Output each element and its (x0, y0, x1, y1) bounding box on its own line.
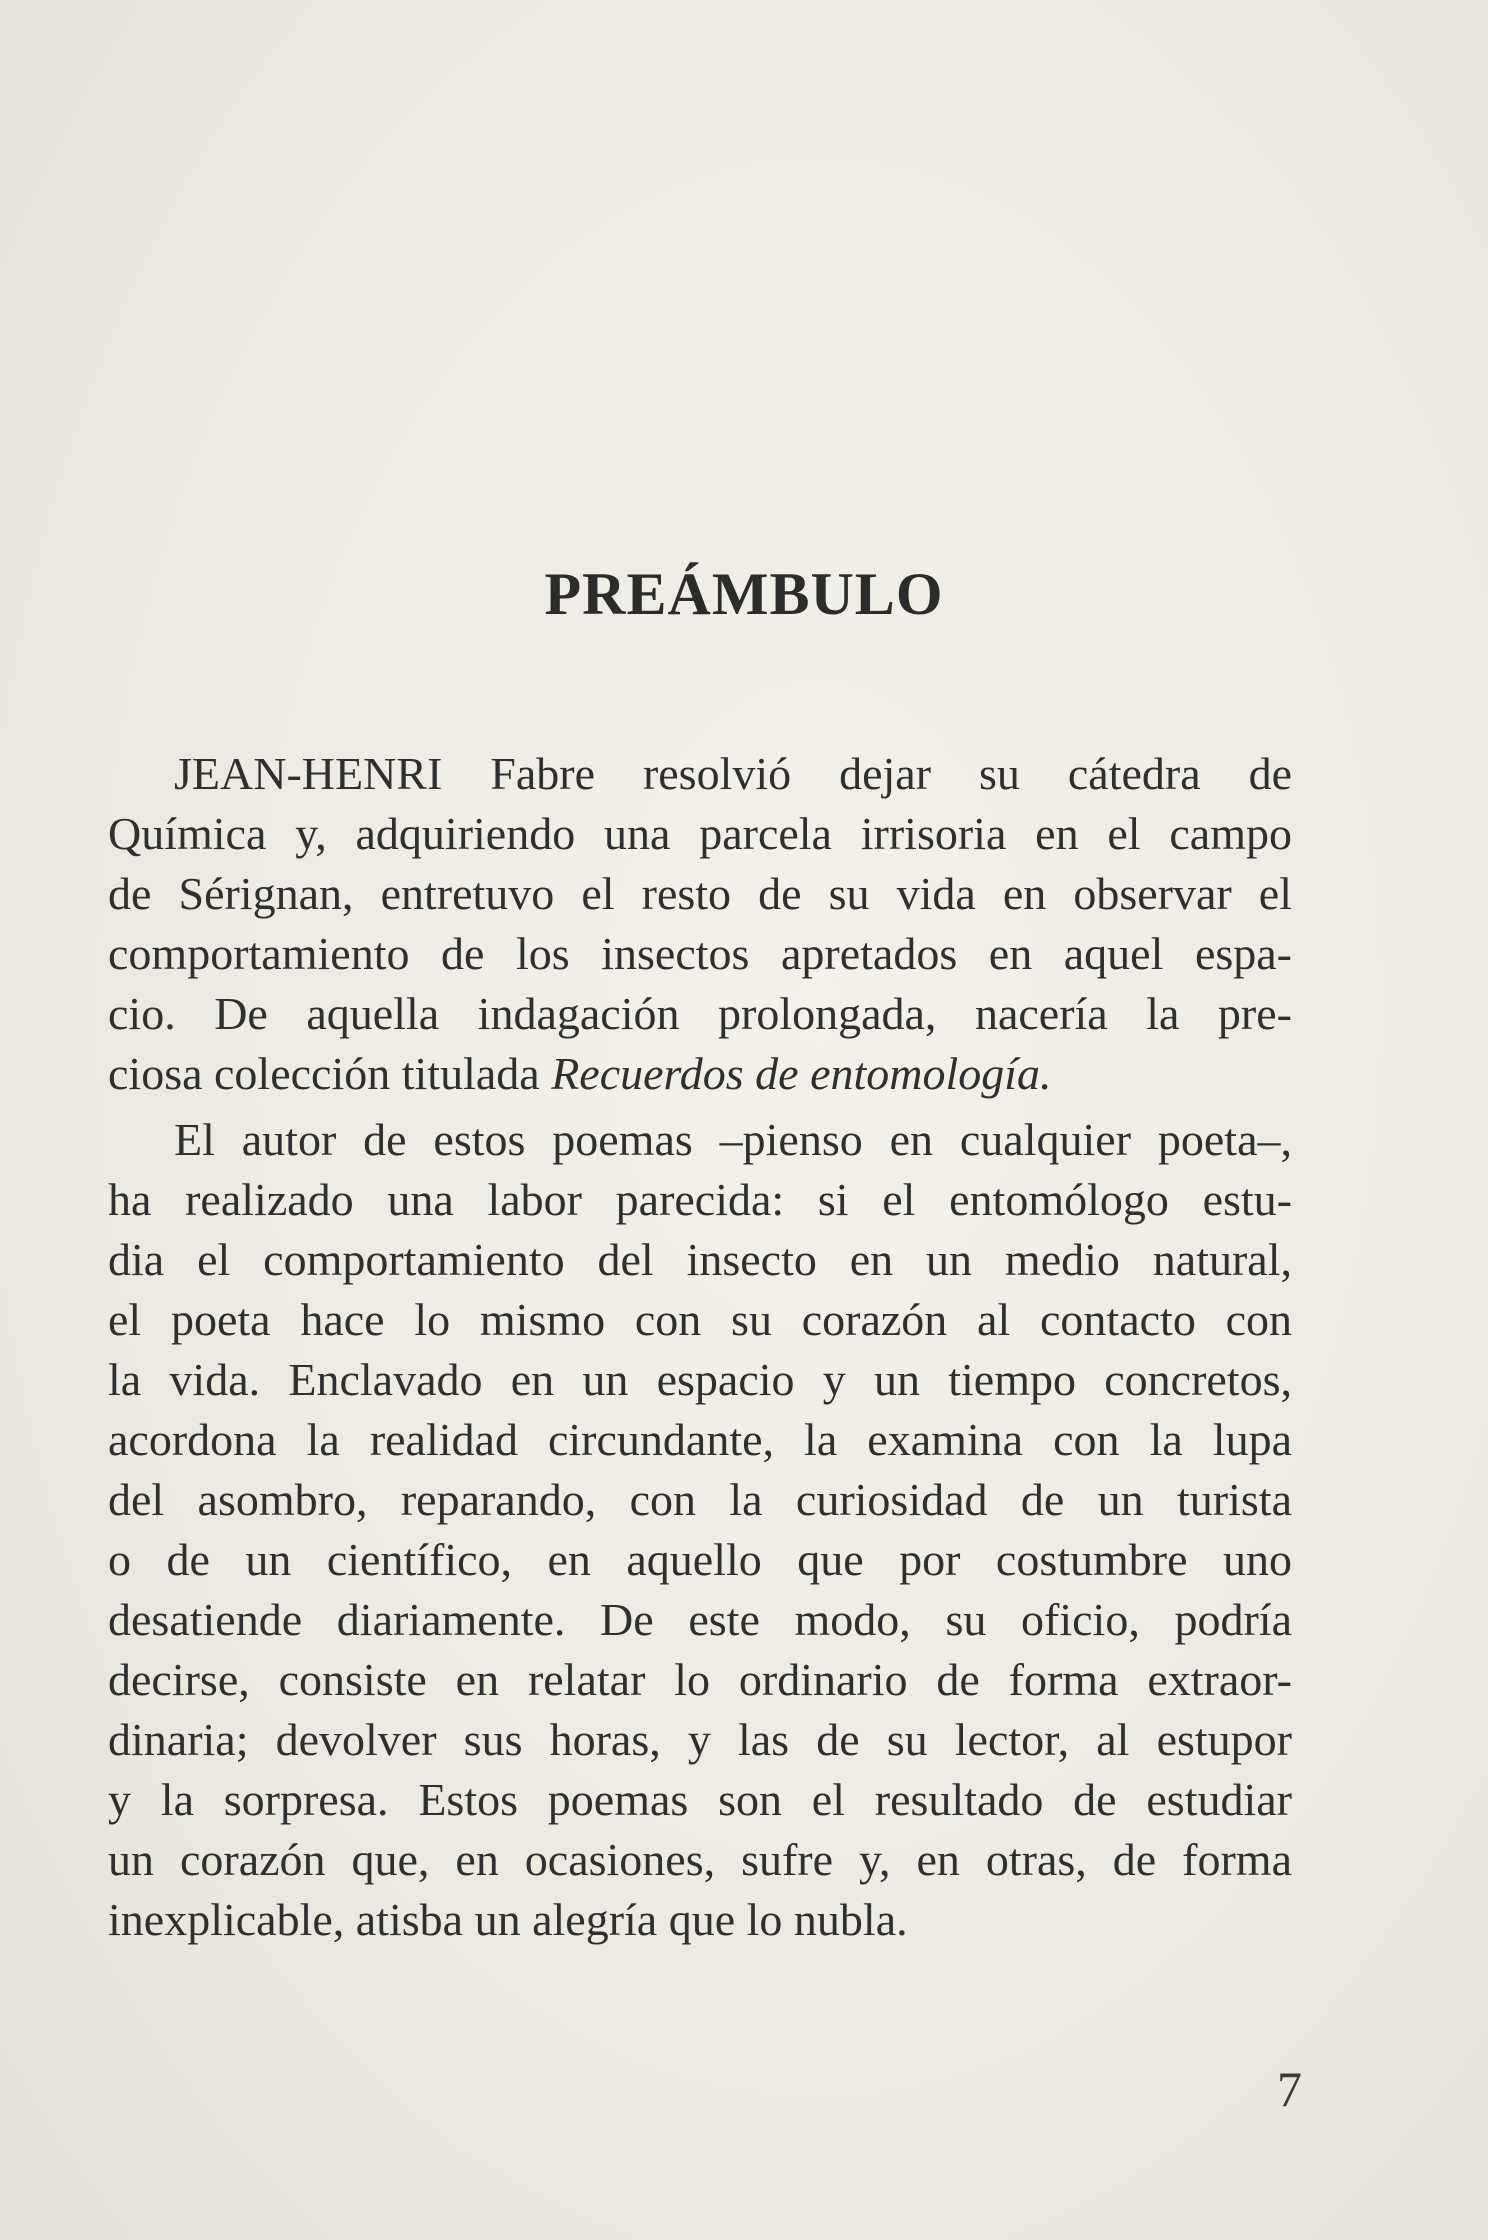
text-line: JEAN-HENRI Fabre resolvió dejar su cátedra de (174, 748, 1292, 799)
book-title-italic: Recuerdos de entomología. (551, 1048, 1052, 1099)
text-line: comportamiento de los insectos apretados en aquel espa- (108, 928, 1292, 979)
paragraph-1 (108, 744, 1292, 1104)
page-number: 7 (1277, 2061, 1302, 2117)
text-line: desatiende diariamente. De este modo, su oficio, podría (108, 1594, 1292, 1645)
text-line: del asombro, reparando, con la curiosidad de un turista (108, 1474, 1292, 1525)
text-line (108, 1044, 1292, 1104)
text-line: inexplicable, atisba un alegría que lo nubla. (108, 1894, 908, 1945)
text-line: ha realizado una labor parecida: si el entomólogo estu- (108, 1174, 1292, 1225)
text-line: el poeta hace lo mismo con su corazón al contacto con (108, 1294, 1292, 1345)
paragraph-2 (108, 1110, 1292, 1950)
text-run: ciosa colección titulada (108, 1048, 552, 1099)
text-line: la vida. Enclavado en un espacio y un tiempo concretos, (108, 1354, 1292, 1405)
text-line: de Sérignan, entretuvo el resto de su vida en observar el (108, 868, 1292, 919)
text-line: decirse, consiste en relatar lo ordinario de forma extraor- (108, 1654, 1292, 1705)
chapter-title: PREÁMBULO (544, 561, 944, 627)
text-line: y la sorpresa. Estos poemas son el resultado de estudiar (108, 1774, 1292, 1825)
text-line: dia el comportamiento del insecto en un medio natural, (108, 1234, 1292, 1285)
text-line: cio. De aquella indagación prolongada, nacería la pre- (108, 988, 1292, 1039)
text-line: acordona la realidad circundante, la examina con la lupa (108, 1414, 1292, 1465)
text-line: Química y, adquiriendo una parcela irrisoria en el campo (108, 808, 1292, 859)
text-line: o de un científico, en aquello que por costumbre uno (108, 1534, 1292, 1585)
text-line: dinaria; devolver sus horas, y las de su lector, al estupor (108, 1714, 1292, 1765)
text-line: un corazón que, en ocasiones, sufre y, en otras, de forma (108, 1834, 1292, 1885)
text-line: El autor de estos poemas –pienso en cualquier poeta–, (174, 1114, 1292, 1165)
body-text (108, 744, 1292, 1950)
